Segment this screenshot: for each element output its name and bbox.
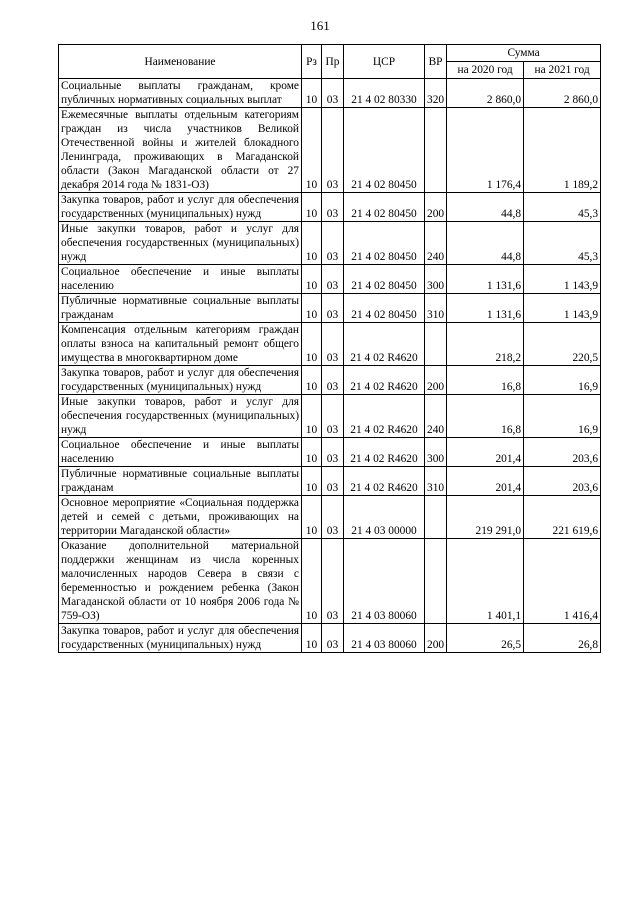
- row-sum-2020: 16,8: [447, 366, 524, 395]
- row-pr: 03: [322, 294, 344, 323]
- row-pr: 03: [322, 108, 344, 193]
- row-name: Закупка товаров, работ и услуг для обеспечения государственных (муниципальных) нужд: [59, 193, 302, 222]
- row-vr: 310: [425, 294, 447, 323]
- row-sum-2020: 26,5: [447, 624, 524, 653]
- row-vr: 320: [425, 79, 447, 108]
- header-csr: ЦСР: [344, 45, 425, 79]
- row-sum-2020: 1 176,4: [447, 108, 524, 193]
- row-name: Закупка товаров, работ и услуг для обеспечения государственных (муниципальных) нужд: [59, 366, 302, 395]
- row-pr: 03: [322, 438, 344, 467]
- row-vr: 200: [425, 193, 447, 222]
- header-name: Наименование: [59, 45, 302, 79]
- row-rz: 10: [302, 438, 322, 467]
- row-pr: 03: [322, 222, 344, 265]
- row-sum-2021: 1 143,9: [524, 265, 601, 294]
- row-vr: 200: [425, 366, 447, 395]
- row-vr: [425, 108, 447, 193]
- row-sum-2021: 45,3: [524, 222, 601, 265]
- table-body: [59, 79, 601, 653]
- row-name: Закупка товаров, работ и услуг для обеспечения государственных (муниципальных) нужд: [59, 624, 302, 653]
- row-csr: 21 4 02 R4620: [344, 323, 425, 366]
- row-rz: 10: [302, 366, 322, 395]
- table-row: [59, 366, 601, 395]
- row-sum-2020: 218,2: [447, 323, 524, 366]
- row-sum-2020: 201,4: [447, 467, 524, 496]
- table-row: [59, 467, 601, 496]
- row-rz: 10: [302, 79, 322, 108]
- row-csr: 21 4 03 80060: [344, 539, 425, 624]
- row-csr: 21 4 02 80330: [344, 79, 425, 108]
- row-sum-2020: 16,8: [447, 395, 524, 438]
- table-row: [59, 294, 601, 323]
- row-csr: 21 4 02 R4620: [344, 438, 425, 467]
- budget-table: [58, 44, 601, 653]
- row-name: Иные закупки товаров, работ и услуг для обеспечения государственных (муниципальных) нужд: [59, 395, 302, 438]
- row-name: Социальное обеспечение и иные выплаты населению: [59, 438, 302, 467]
- header-sum: Сумма: [447, 45, 601, 62]
- row-sum-2021: 2 860,0: [524, 79, 601, 108]
- row-pr: 03: [322, 467, 344, 496]
- row-vr: [425, 323, 447, 366]
- row-rz: 10: [302, 395, 322, 438]
- row-vr: 300: [425, 265, 447, 294]
- row-sum-2020: 2 860,0: [447, 79, 524, 108]
- table-row: [59, 323, 601, 366]
- row-csr: 21 4 02 R4620: [344, 366, 425, 395]
- row-sum-2020: 44,8: [447, 222, 524, 265]
- row-sum-2021: 220,5: [524, 323, 601, 366]
- row-sum-2021: 221 619,6: [524, 496, 601, 539]
- row-rz: 10: [302, 624, 322, 653]
- row-sum-2021: 45,3: [524, 193, 601, 222]
- row-sum-2020: 1 401,1: [447, 539, 524, 624]
- row-sum-2020: 201,4: [447, 438, 524, 467]
- row-csr: 21 4 02 R4620: [344, 467, 425, 496]
- row-sum-2021: 26,8: [524, 624, 601, 653]
- row-sum-2020: 219 291,0: [447, 496, 524, 539]
- header-year-2020: на 2020 год: [447, 62, 524, 79]
- table-row: [59, 79, 601, 108]
- row-csr: 21 4 03 80060: [344, 624, 425, 653]
- row-rz: 10: [302, 323, 322, 366]
- row-pr: 03: [322, 366, 344, 395]
- row-pr: 03: [322, 193, 344, 222]
- row-rz: 10: [302, 496, 322, 539]
- row-sum-2021: 203,6: [524, 467, 601, 496]
- row-name: Иные закупки товаров, работ и услуг для обеспечения государственных (муниципальных) нужд: [59, 222, 302, 265]
- row-sum-2021: 1 143,9: [524, 294, 601, 323]
- table-row: [59, 193, 601, 222]
- row-vr: 240: [425, 222, 447, 265]
- row-vr: 200: [425, 624, 447, 653]
- row-rz: 10: [302, 265, 322, 294]
- page-number: 161: [310, 18, 330, 33]
- row-name: Публичные нормативные социальные выплаты гражданам: [59, 467, 302, 496]
- row-pr: 03: [322, 79, 344, 108]
- row-sum-2020: 44,8: [447, 193, 524, 222]
- row-rz: 10: [302, 539, 322, 624]
- header-year-2021: на 2021 год: [524, 62, 601, 79]
- row-csr: 21 4 02 80450: [344, 294, 425, 323]
- header-pr: Пр: [322, 45, 344, 79]
- row-name: Основное мероприятие «Социальная поддержка детей и семей с детьми, проживающих на территории Магаданской области»: [59, 496, 302, 539]
- row-pr: 03: [322, 539, 344, 624]
- table-row: [59, 222, 601, 265]
- row-rz: 10: [302, 222, 322, 265]
- header-rz: Рз: [302, 45, 322, 79]
- row-name: Публичные нормативные социальные выплаты гражданам: [59, 294, 302, 323]
- table-row: [59, 539, 601, 624]
- row-name: Социальные выплаты гражданам, кроме публичных нормативных социальных выплат: [59, 79, 302, 108]
- row-sum-2020: 1 131,6: [447, 294, 524, 323]
- table-row: [59, 108, 601, 193]
- row-vr: [425, 496, 447, 539]
- table-row: [59, 395, 601, 438]
- row-pr: 03: [322, 624, 344, 653]
- row-pr: 03: [322, 395, 344, 438]
- row-vr: [425, 539, 447, 624]
- row-sum-2021: 16,9: [524, 395, 601, 438]
- row-csr: 21 4 02 R4620: [344, 395, 425, 438]
- row-sum-2021: 16,9: [524, 366, 601, 395]
- row-name: Социальное обеспечение и иные выплаты населению: [59, 265, 302, 294]
- row-pr: 03: [322, 496, 344, 539]
- table-row: [59, 265, 601, 294]
- row-name: Оказание дополнительной материальной поддержки женщинам из числа коренных малочисленных народов Севера в связи с беременностью и рождением ребенка (Закон Магаданской области от 10 ноября 2006 года № 759-ОЗ): [59, 539, 302, 624]
- table-row: [59, 438, 601, 467]
- row-sum-2021: 1 189,2: [524, 108, 601, 193]
- row-rz: 10: [302, 193, 322, 222]
- row-vr: 300: [425, 438, 447, 467]
- row-name: Компенсация отдельным категориям граждан оплаты взноса на капитальный ремонт общего имущества в многоквартирном доме: [59, 323, 302, 366]
- row-rz: 10: [302, 108, 322, 193]
- row-csr: 21 4 02 80450: [344, 265, 425, 294]
- header-vr: ВР: [425, 45, 447, 79]
- row-rz: 10: [302, 467, 322, 496]
- row-csr: 21 4 02 80450: [344, 193, 425, 222]
- row-pr: 03: [322, 265, 344, 294]
- row-pr: 03: [322, 323, 344, 366]
- row-sum-2020: 1 131,6: [447, 265, 524, 294]
- row-vr: 240: [425, 395, 447, 438]
- row-vr: 310: [425, 467, 447, 496]
- row-rz: 10: [302, 294, 322, 323]
- row-name: Ежемесячные выплаты отдельным категориям граждан из числа участников Великой Отечественной войны и жителей блокадного Ленинграда, проживающих в Магаданской области (Закон Магаданской области от 27 декабря 2014 года № 1831-ОЗ): [59, 108, 302, 193]
- row-csr: 21 4 02 80450: [344, 222, 425, 265]
- row-csr: 21 4 02 80450: [344, 108, 425, 193]
- table-row: [59, 624, 601, 653]
- row-sum-2021: 203,6: [524, 438, 601, 467]
- row-sum-2021: 1 416,4: [524, 539, 601, 624]
- table-row: [59, 496, 601, 539]
- row-csr: 21 4 03 00000: [344, 496, 425, 539]
